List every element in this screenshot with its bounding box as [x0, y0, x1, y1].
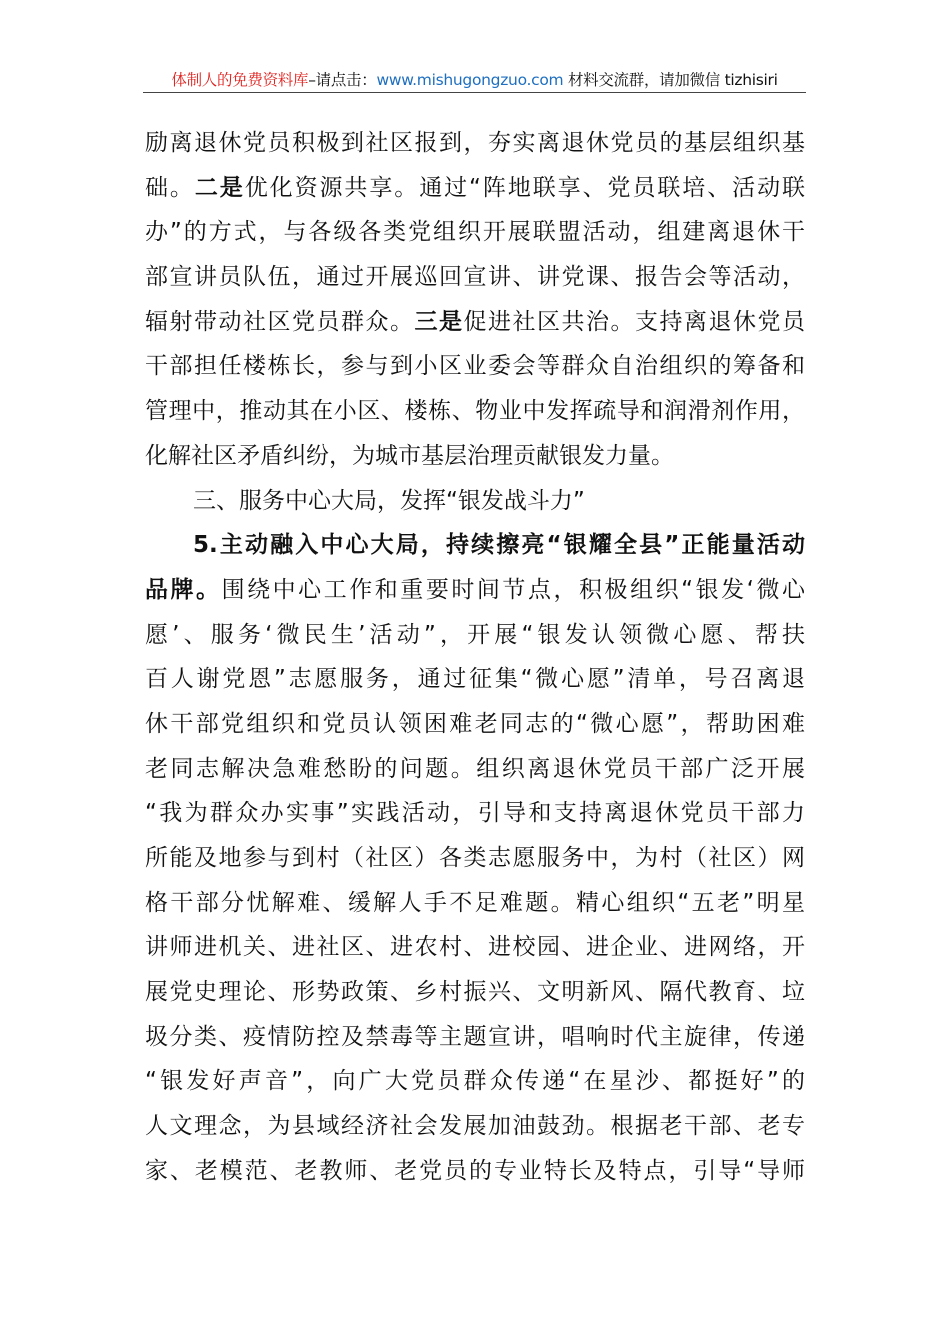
text-segment: 干部担任楼栋长，参与到小区业委会等群众自治组织的筹备和	[145, 353, 805, 380]
site-url-link[interactable]: www.mishugongzuo.com	[376, 71, 564, 89]
paragraph-line	[145, 925, 805, 970]
header-prompt: –请点击：	[308, 71, 377, 89]
text-segment: 休干部党组织和党员认领困难老同志的“微心愿”，帮助困难	[145, 710, 805, 737]
paragraph-line	[145, 791, 805, 836]
text-segment: 人文理念，为县域经济社会发展加油鼓劲。根据老干部、老专	[145, 1113, 805, 1140]
paragraph-line	[145, 657, 805, 702]
text-segment: 老同志解决急难愁盼的问题。组织离退休党员干部广泛开展	[145, 755, 805, 782]
text-segment: 辐射带动社区党员群众。	[145, 308, 415, 335]
paragraph-line	[145, 255, 805, 300]
bold-text: 品牌。	[145, 576, 222, 603]
paragraph-line	[145, 210, 805, 255]
paragraph-line	[145, 836, 805, 881]
document-body	[145, 121, 805, 1194]
paragraph-line	[145, 300, 805, 345]
text-segment: 所能及地参与到村（社区）各类志愿服务中，为村（社区）网	[145, 845, 805, 871]
section-heading	[145, 479, 805, 524]
text-segment: 部宣讲员队伍，通过开展巡回宣讲、讲党课、报告会等活动，	[145, 264, 805, 291]
text-segment: 促进社区共治。支持离退休党员	[463, 308, 805, 335]
text-segment: 优化资源共享。通过“阵地联享、党员联培、活动联	[244, 174, 806, 201]
paragraph-line	[145, 613, 805, 658]
paragraph-line	[145, 166, 805, 211]
paragraph-line	[145, 1149, 805, 1194]
text-segment: 三、服务中心大局，发挥“银发战斗力”	[193, 487, 585, 514]
text-segment: 励离退休党员积极到社区报到，夯实离退休党员的基层组织基	[145, 130, 805, 156]
bold-text: 二是	[194, 174, 245, 201]
paragraph-line	[145, 344, 805, 389]
paragraph-line	[145, 121, 805, 166]
paragraph-line	[145, 1059, 805, 1104]
paragraph-line	[145, 1104, 805, 1149]
page-header	[143, 68, 806, 93]
header-contact: 材料交流群，请加微信 tizhisiri	[563, 71, 778, 89]
text-segment: 化解社区矛盾纠纷，为城市基层治理贡献银发力量。	[145, 442, 674, 469]
paragraph-line	[145, 434, 805, 479]
text-segment: 展党史理论、形势政策、乡村振兴、文明新风、隔代教育、垃	[145, 979, 805, 1006]
paragraph-line	[145, 389, 805, 434]
text-segment: 百人谢党恩”志愿服务，通过征集“微心愿”清单，号召离退	[145, 666, 805, 693]
paragraph-line	[145, 747, 805, 792]
paragraph-line	[145, 881, 805, 926]
text-segment: 围绕中心工作和重要时间节点，积极组织“银发‘微心	[221, 576, 805, 603]
text-segment: 管理中，推动其在小区、楼栋、物业中发挥疏导和润滑剂作用，	[145, 398, 805, 425]
paragraph-line	[145, 1015, 805, 1060]
site-name: 体制人的免费资料库	[171, 71, 309, 89]
subsection-heading	[145, 523, 805, 568]
paragraph-line	[145, 970, 805, 1015]
text-segment: 讲师进机关、进社区、进农村、进校园、进企业、进网络，开	[145, 934, 805, 961]
text-segment: 圾分类、疫情防控及禁毒等主题宣讲，唱响时代主旋律，传递	[145, 1023, 805, 1050]
text-segment: 办”的方式，与各级各类党组织开展联盟活动，组建离退休干	[145, 219, 805, 246]
text-segment: 础。	[145, 174, 195, 201]
paragraph-line	[145, 702, 805, 747]
text-segment: “我为群众办实事”实践活动，引导和支持离退休党员干部力	[145, 800, 805, 827]
text-segment: 家、老模范、老教师、老党员的专业特长及特点，引导“导师	[145, 1157, 805, 1184]
text-segment: 愿’、服务‘微民生’活动”，开展“银发认领微心愿、帮扶	[145, 621, 805, 648]
text-segment: 格干部分忧解难、缓解人手不足难题。精心组织“五老”明星	[145, 889, 805, 916]
bold-text: 5.主动融入中心大局，持续擦亮“银耀全县”正能量活动	[193, 532, 805, 559]
paragraph-line	[145, 568, 805, 613]
bold-text: 三是	[414, 308, 464, 335]
text-segment: “银发好声音”，向广大党员群众传递“在星沙、都挺好”的	[145, 1068, 805, 1095]
